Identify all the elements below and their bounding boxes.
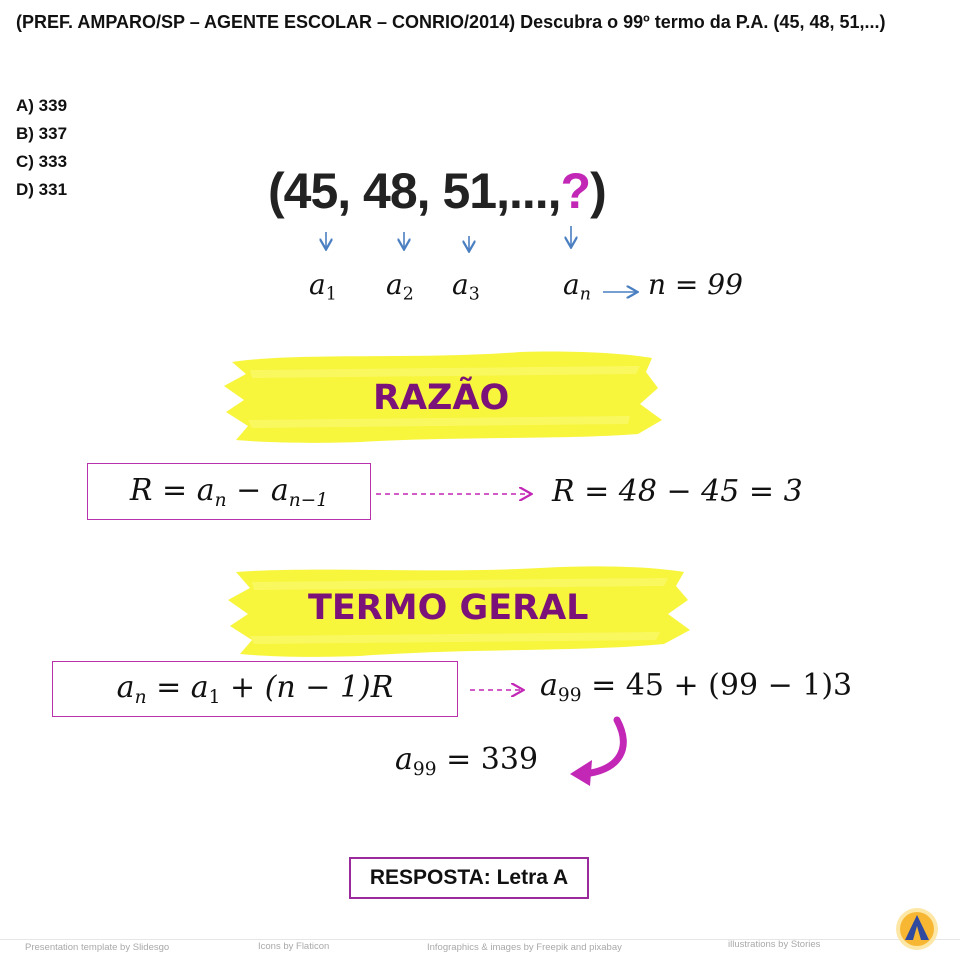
term-a3: $a_3$ — [452, 268, 480, 305]
option-b: B) 337 — [16, 124, 68, 143]
credit-illustrations: illustrations by Stories — [728, 939, 821, 950]
option-d: D) 331 — [16, 180, 68, 199]
sequence-display — [268, 162, 606, 220]
razao-result: R = 48 − 45 = 3 — [552, 474, 803, 509]
sequence-text: (45, 48, 51,..., — [268, 163, 561, 219]
credit-images: Infographics & images by Freepik and pixabay — [427, 942, 622, 953]
term-a1: $a_1$ — [309, 268, 337, 305]
term-an: $a_n$ — [563, 268, 591, 305]
answer-box: RESPOSTA: Letra A — [349, 857, 589, 899]
termo-geral-formula: $a_n = a_1 + (n - 1)R$ — [116, 670, 394, 708]
question-text: (PREF. AMPARO/SP – AGENTE ESCOLAR – CONRIO/2014) Descubra o 99º termo da P.A. (45, 48, 51,...) — [16, 12, 886, 32]
termo-geral-formula-box — [52, 661, 458, 717]
option-c: C) 333 — [16, 152, 68, 171]
result-line: $a_{99} = 339$ — [395, 742, 539, 780]
razao-title: RAZÃO — [373, 378, 510, 418]
tent-logo-icon — [892, 906, 942, 952]
sequence-close: ) — [590, 163, 606, 219]
option-a: A) 339 — [16, 96, 68, 115]
substitution-line: $a_{99} = 45 + (99 - 1)3$ — [540, 668, 853, 706]
termo-geral-title: TERMO GERAL — [308, 588, 589, 628]
credit-icons: Icons by Flaticon — [258, 941, 330, 952]
unknown-term: ? — [560, 163, 591, 219]
n-value: n = 99 — [648, 268, 743, 301]
credit-template: Presentation template by Slidesgo — [25, 942, 170, 953]
razao-formula: $R = a_n - a_{n-1}$ — [129, 472, 329, 511]
razao-formula-box — [87, 463, 371, 520]
term-a2: $a_2$ — [386, 268, 414, 305]
